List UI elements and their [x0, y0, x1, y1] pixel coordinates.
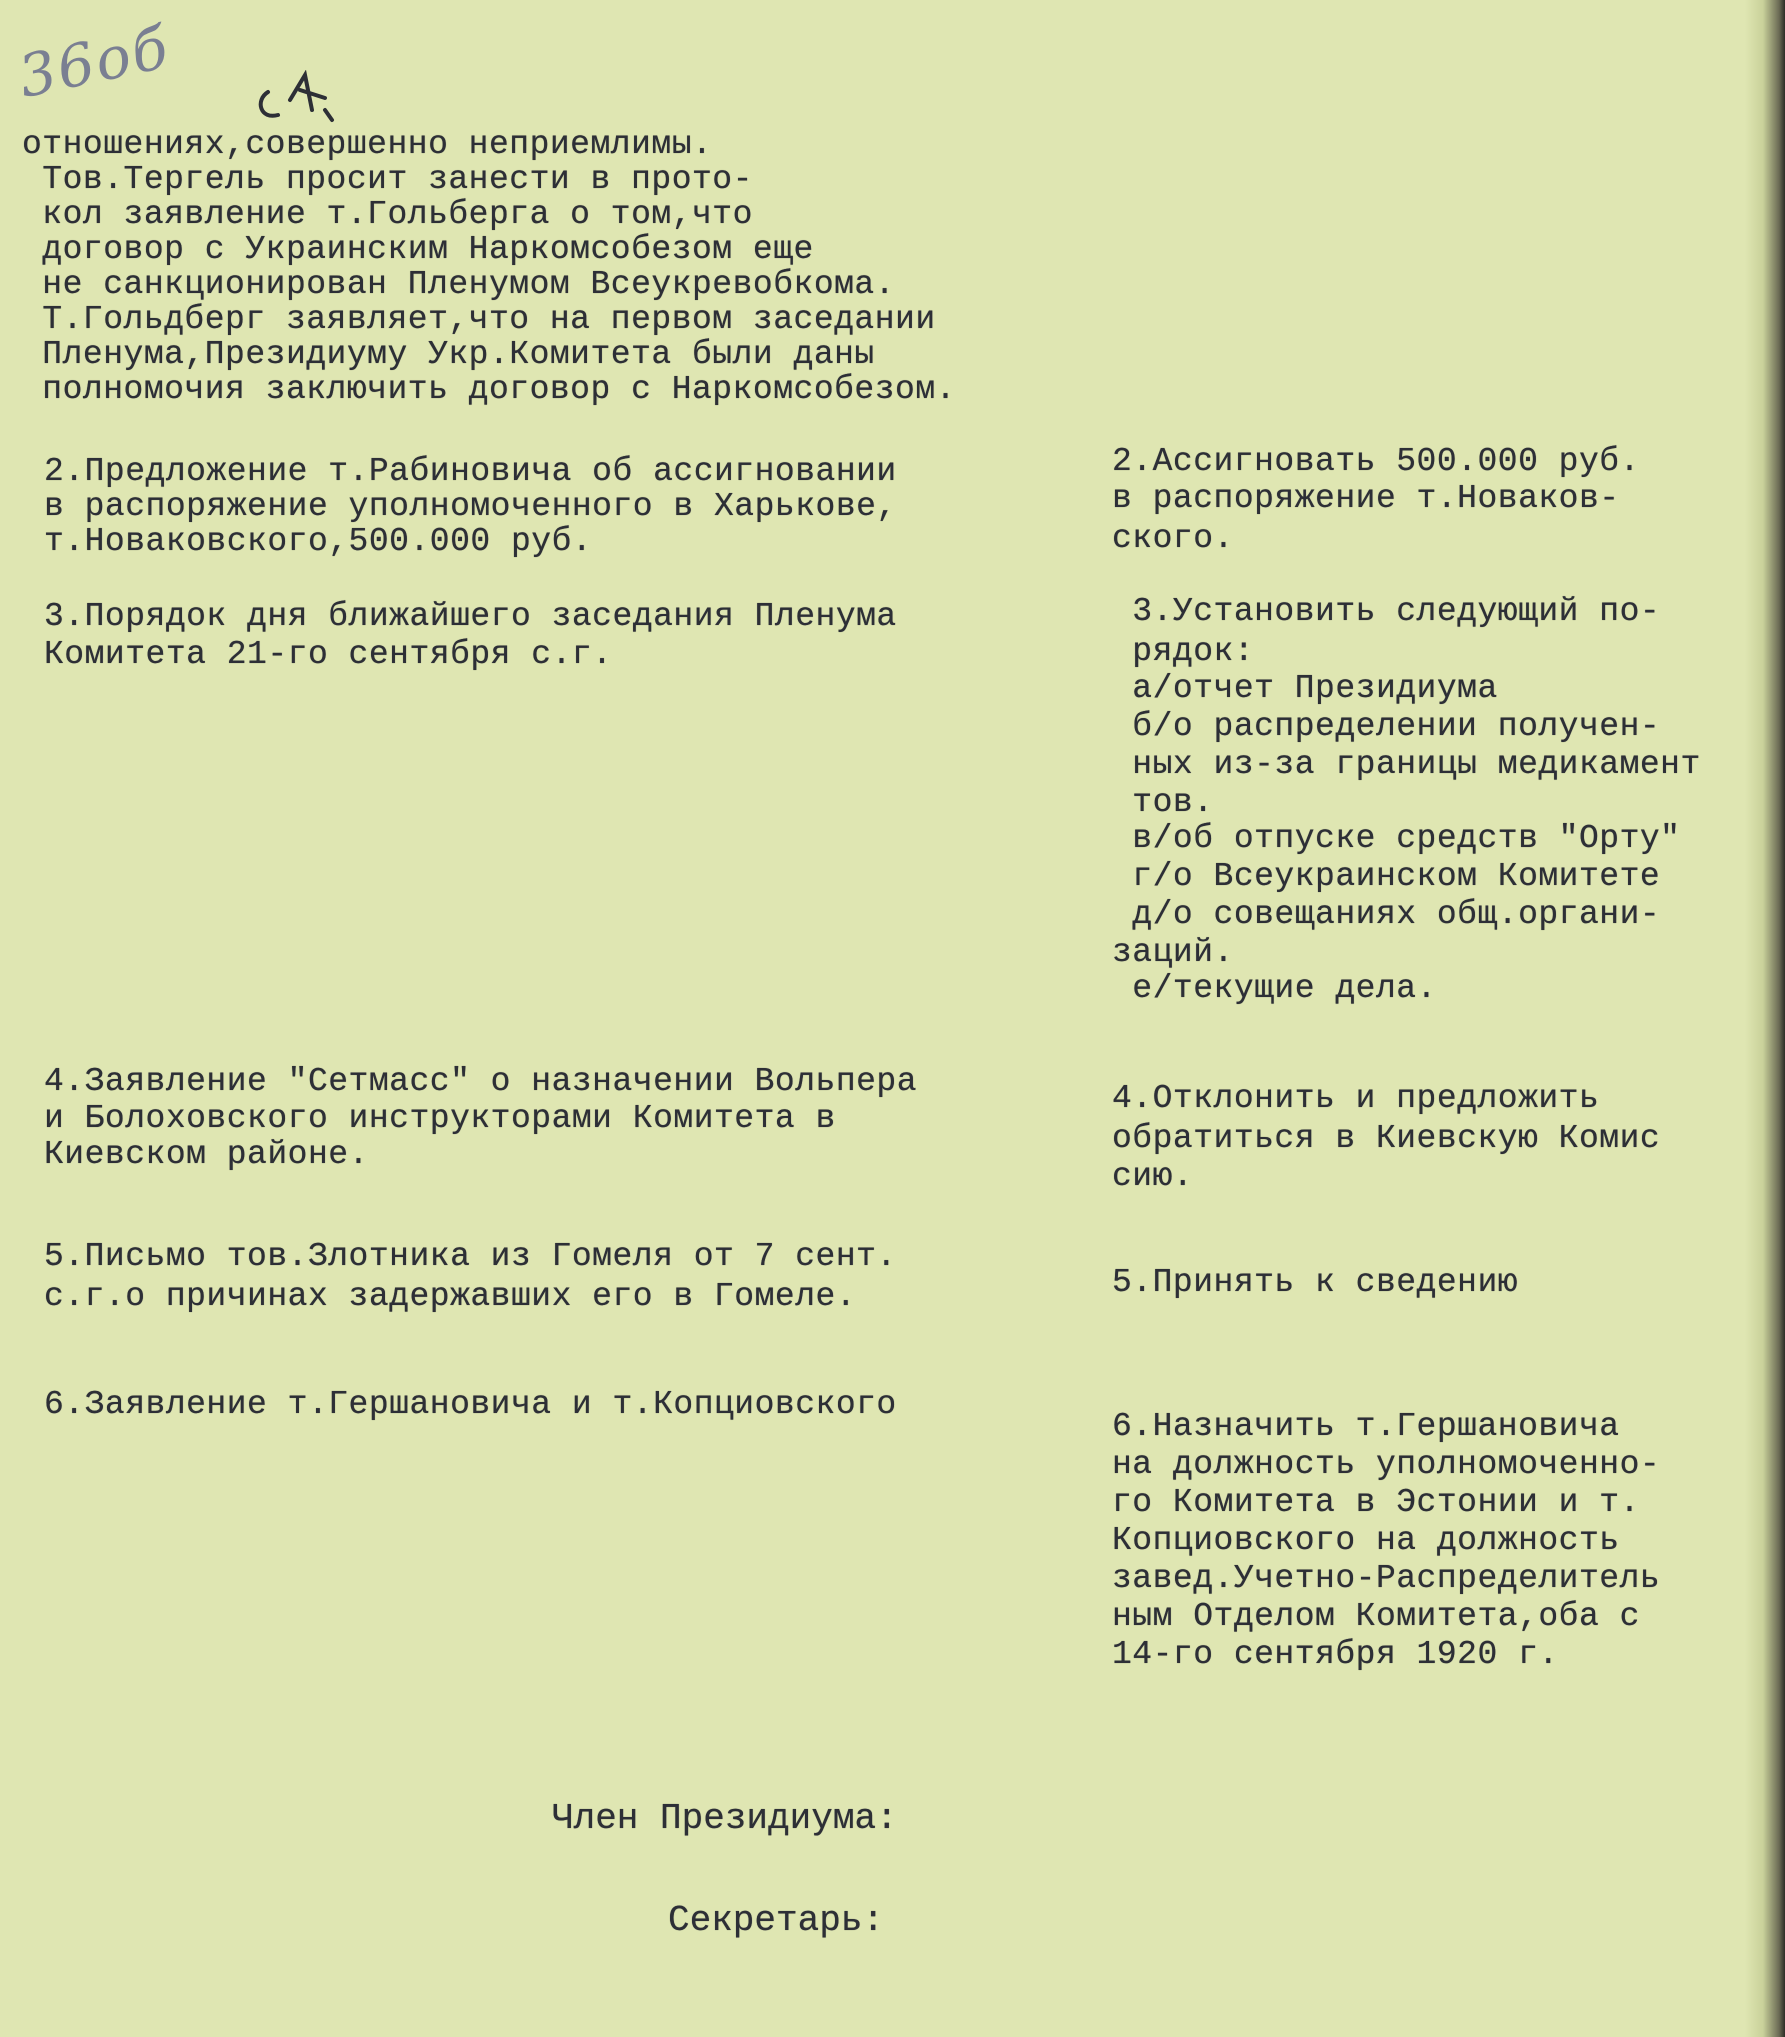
intro-line: Пленума,Президиуму Укр.Комитета были даны: [22, 336, 875, 373]
agenda-item-text: т.Новаковского,500.000 руб.: [44, 523, 593, 560]
agenda-item-text: 3.Порядок дня ближайшего заседания Пленума: [44, 598, 897, 635]
decision-text: ных из-за границы медикамент: [1112, 746, 1701, 783]
decision-text: рядок:: [1112, 633, 1255, 670]
decision-text: 2.Ассигновать 500.000 руб.: [1112, 443, 1640, 480]
decision-text: тов.: [1112, 784, 1214, 821]
decision-text: 3.Установить следующий по-: [1112, 593, 1661, 630]
decision-text: го Комитета в Эстонии и т.: [1112, 1484, 1640, 1521]
decision-text: 14-го сентября 1920 г.: [1112, 1636, 1559, 1673]
decision-text: сию.: [1112, 1158, 1194, 1195]
decision-text: 6.Назначить т.Гершановича: [1112, 1408, 1620, 1445]
signature-secretary-label: Секретарь:: [668, 1900, 885, 1941]
intro-line: не санкционирован Пленумом Всеукревобкома.: [22, 266, 896, 303]
intro-line: отношениях,совершенно неприемлимы.: [22, 126, 713, 163]
decision-text: 4.Отклонить и предложить: [1112, 1080, 1600, 1117]
decision-text: Копциовского на должность: [1112, 1522, 1620, 1559]
agenda-item-text: Комитета 21-го сентября с.г.: [44, 636, 613, 673]
agenda-item-text: 2.Предложение т.Рабиновича об ассигновании: [44, 453, 897, 490]
decision-text: е/текущие дела.: [1112, 970, 1437, 1007]
decision-text: обратиться в Киевскую Комис: [1112, 1120, 1661, 1157]
intro-line: Т.Гольдберг заявляет,что на первом заседании: [22, 301, 936, 338]
decision-text: завед.Учетно-Распределитель: [1112, 1560, 1661, 1597]
decision-text: а/отчет Президиума: [1112, 670, 1498, 707]
agenda-item-text: 5.Письмо тов.Злотника из Гомеля от 7 сент.: [44, 1238, 897, 1275]
decision-text: б/о распределении получен-: [1112, 708, 1661, 745]
archive-mark: 36об: [12, 12, 176, 112]
page-edge-shadow: [1745, 0, 1785, 2037]
decision-text: на должность уполномоченно-: [1112, 1446, 1661, 1483]
agenda-item-text: 6.Заявление т.Гершановича и т.Копциовского: [44, 1386, 897, 1423]
intro-line: Тов.Тергель просит занести в прото-: [22, 161, 753, 198]
decision-text: заций.: [1112, 934, 1234, 971]
agenda-item-text: в распоряжение уполномоченного в Харькове,: [44, 488, 897, 525]
decision-text: ным Отделом Комитета,оба с: [1112, 1598, 1640, 1635]
decision-text: г/о Всеукраинском Комитете: [1112, 858, 1661, 895]
decision-text: д/о совещаниях общ.органи-: [1112, 896, 1661, 933]
decision-text: ского.: [1112, 520, 1234, 557]
agenda-item-text: и Болоховского инструкторами Комитета в: [44, 1100, 836, 1137]
handwritten-mark: [250, 70, 380, 130]
decision-text: 5.Принять к сведению: [1112, 1264, 1519, 1301]
decision-text: в/об отпуске средств "Орту": [1112, 820, 1681, 857]
intro-line: полномочия заключить договор с Наркомсобезом.: [22, 371, 956, 408]
agenda-item-text: с.г.о причинах задержавших его в Гомеле.: [44, 1278, 857, 1315]
agenda-item-text: 4.Заявление "Сетмасс" о назначении Вольпера: [44, 1063, 918, 1100]
intro-line: кол заявление т.Гольберга о том,что: [22, 196, 753, 233]
intro-line: договор с Украинским Наркомсобезом еще: [22, 231, 814, 268]
decision-text: в распоряжение т.Новаков-: [1112, 480, 1620, 517]
agenda-item-text: Киевском районе.: [44, 1136, 369, 1173]
signature-member-label: Член Президиума:: [552, 1798, 898, 1839]
